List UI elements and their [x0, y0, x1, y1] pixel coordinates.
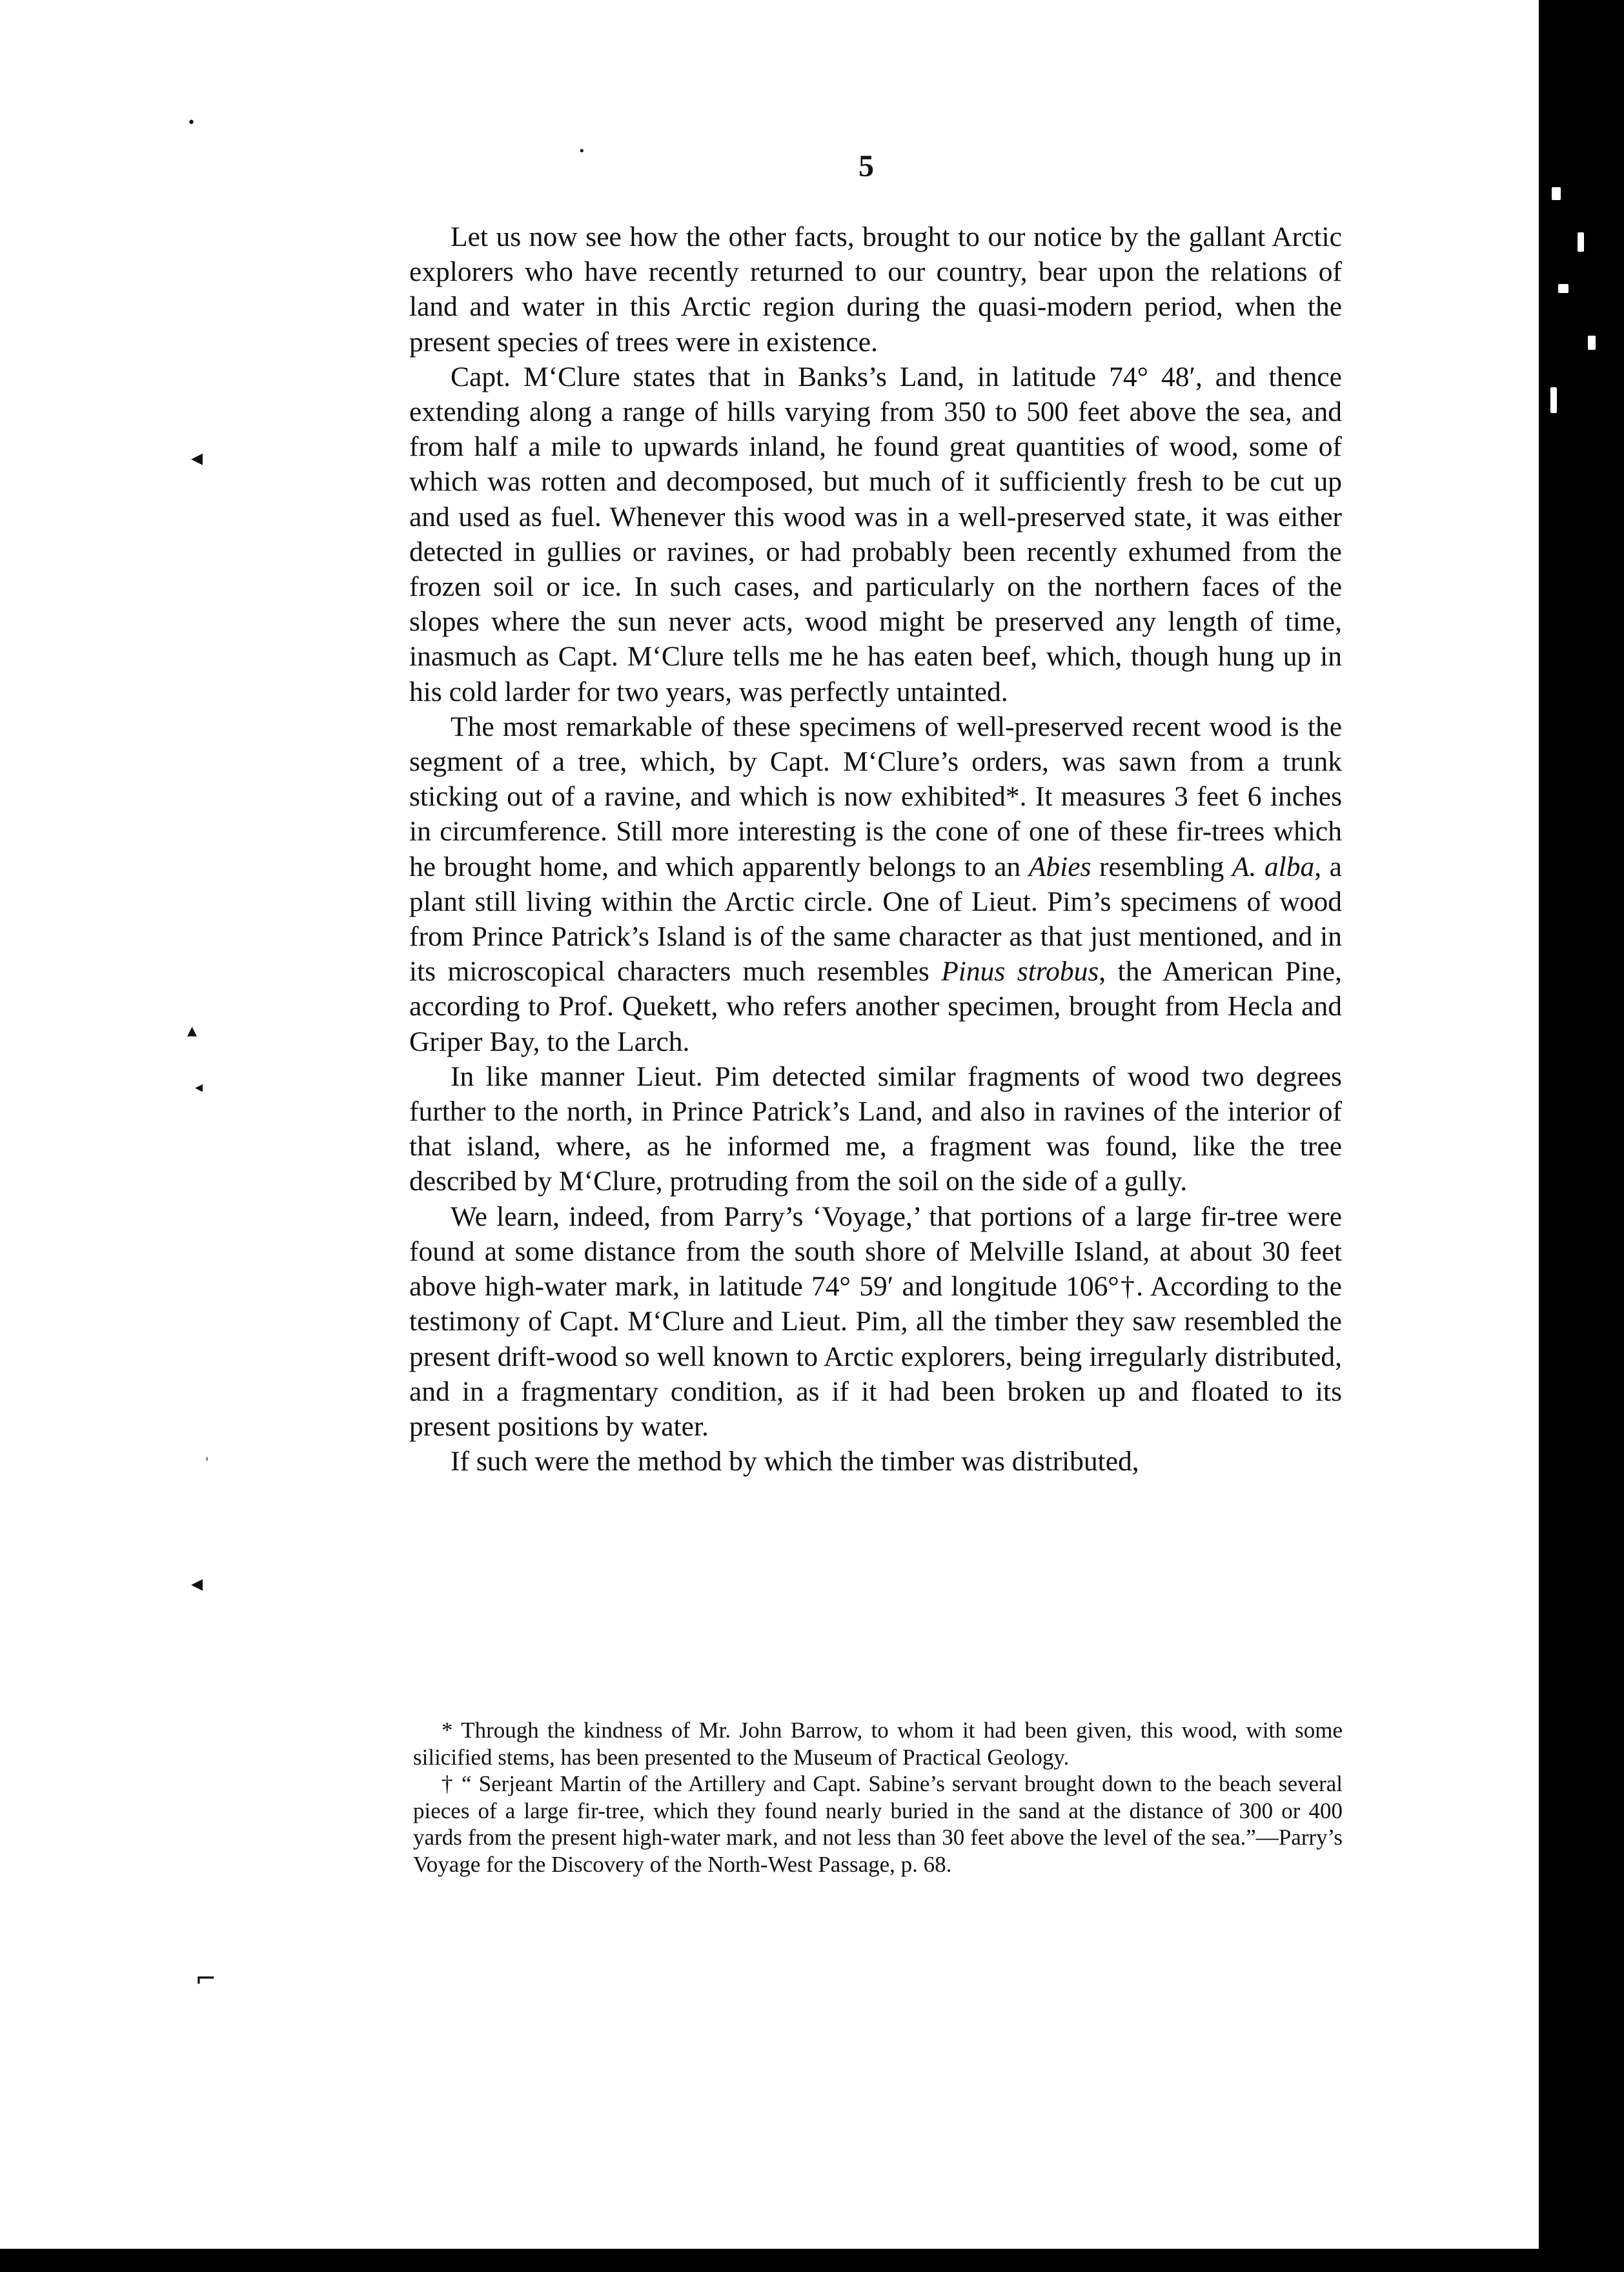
edge-speck — [1588, 336, 1596, 350]
paragraph: In like manner Lieut. Pim detected similar fragments of wood two degrees further to the north, in Prince Patrick’s Land, and also in ravines of the interior of that island, where, as he informed me, a fragment was found, like the tree described by M‘Clure, protruding from the soil on the side of a gully. — [409, 1060, 1342, 1197]
edge-speck — [1550, 387, 1557, 413]
footnote: * Through the kindness of Mr. John Barrow, to whom it had been given, this wood, with some silicified stems, has been presented to the Museum of Practical Geology. — [413, 1718, 1343, 1770]
edge-speck — [1552, 187, 1561, 200]
footnotes — [413, 1717, 1343, 1878]
margin-speck: ◂ — [191, 445, 203, 471]
edge-speck — [1578, 232, 1584, 252]
paragraph: If such were the method by which the timber was distributed, — [451, 1446, 1139, 1477]
margin-speck: ◂ — [195, 1078, 203, 1096]
margin-speck: ◂ — [191, 1570, 203, 1597]
body-text — [409, 219, 1342, 1479]
paragraph: We learn, indeed, from Parry’s ‘Voyage,’ that portions of a large fir-tree were found at some distance from the south shore of Melville Island, at about 30 feet above high-water mark, in latitude 74° 59′ and longitude 106°†. According to the testimony of Capt. M‘Clure and Lieut. Pim, all the timber they saw resembled the present drift-wood so well known to Arctic explorers, being irregularly distributed, and in a fragmentary condition, as if it had been broken up and floated to its present positions by water. — [409, 1201, 1342, 1442]
page-number: 5 — [858, 149, 874, 183]
margin-speck: • — [187, 115, 196, 131]
scan-edge — [1539, 0, 1624, 2272]
paragraph: Let us now see how the other facts, brought to our notice by the gallant Arctic explorers who have recently returned to our country, bear upon the relations of land and water in this Arctic region during the quasi-modern period, when the present species of trees were in existence. — [409, 221, 1342, 358]
margin-speck: ˈ — [205, 1455, 209, 1470]
paragraph — [409, 709, 1342, 1059]
paragraph-text: The most remarkable of these specimens of well-preserved recent wood is the segment of a tree, which, by Capt. M‘Clure’s orders, was sawn from a trunk sticking out of a ravine, and which is now exhibited*. It measures 3 feet 6 inches in circumference. Still more interesting is the cone of one of these fir-trees which he brought home, and which apparently belongs to an Abies resembling A. alba, a plant still living within the Arctic circle. One of Lieut. Pim’s specimens of wood from Prince Patrick’s Island is of the same character as that just mentioned, and in its microscopical characters much resembles Pinus strobus, the American Pine, according to Prof. Quekett, who refers another specimen, brought from Hecla and Griper Bay, to the Larch. — [409, 711, 1342, 1057]
footnote: † “ Serjeant Martin of the Artillery and Capt. Sabine’s servant brought down to the beach several pieces of a large fir-tree, which they found nearly buried in the sand at the distance of 300 or 400 yards from the present high-water mark, and not less than 30 feet above the level of the sea.”—Parry’s Voyage for the Discovery of the North-West Passage, p. 68. — [413, 1771, 1343, 1877]
margin-speck: • — [578, 145, 585, 158]
margin-speck: ⌐ — [195, 1964, 217, 1994]
paragraph: Capt. M‘Clure states that in Banks’s Land, in latitude 74° 48′, and thence extending along a range of hills varying from 350 to 500 feet above the sea, and from half a mile to upwards inland, he found great quantities of wood, some of which was rotten and decomposed, but much of it sufficiently fresh to be cut up and used as fuel. Whenever this wood was in a well-preserved state, it was either detected in gullies or ravines, or had probably been recently exhumed from the frozen soil or ice. In such cases, and particularly on the northern faces of the slopes where the sun never acts, wood might be preserved any length of time, inasmuch as Capt. M‘Clure tells me he has eaten beef, which, though hung up in his cold larder for two years, was perfectly untainted. — [409, 361, 1342, 707]
margin-speck: ▴ — [187, 1019, 198, 1042]
edge-speck — [1558, 284, 1568, 293]
